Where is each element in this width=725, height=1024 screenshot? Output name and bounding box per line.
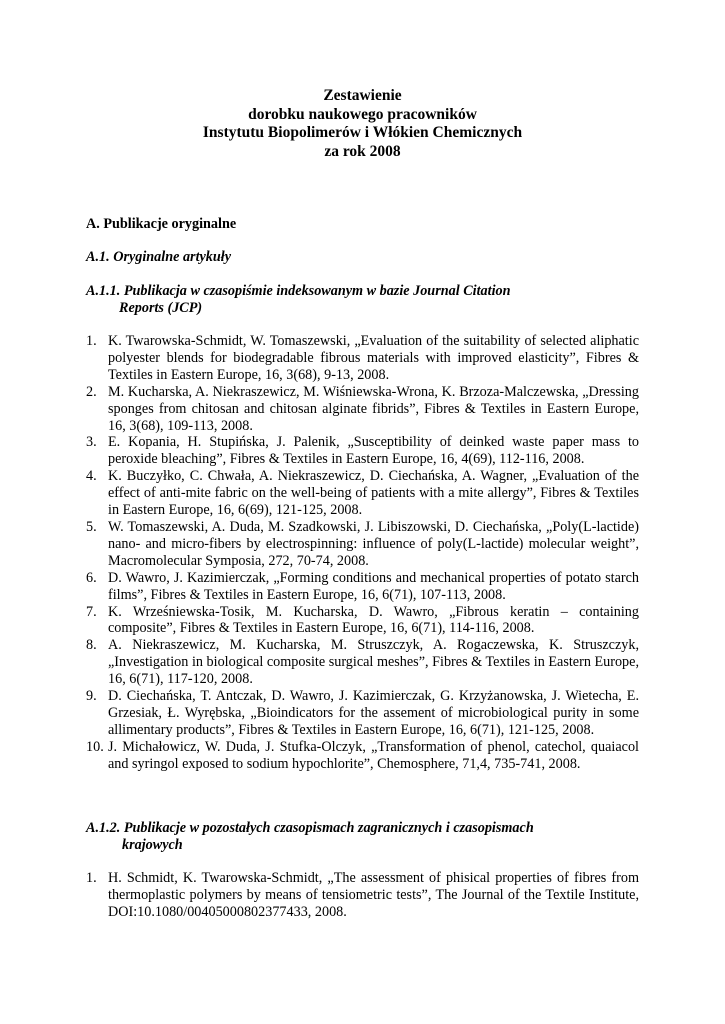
publication-item: [86, 384, 639, 435]
jcr-publication-list: [86, 333, 639, 773]
title-line-4: za rok 2008: [324, 142, 401, 160]
section-heading-a12-line1: A.1.2. Publikacje w pozostałych czasopismach zagranicznych i czasopismach: [86, 820, 534, 836]
publication-number: 4.: [86, 468, 97, 485]
publication-citation: D. Ciechańska, T. Antczak, D. Wawro, J. Kazimierczak, G. Krzyżanowska, J. Wietecha, E. Grzesiak, Ł. Wyrębska, „Bioindicators for the assement of microbiological purity in some allimentary products”, Fibres & Textiles in Eastern Europe, 16, 6(71), 121-125, 2008.: [108, 688, 639, 738]
publication-item: [86, 739, 639, 773]
publication-citation: K. Buczyłko, C. Chwała, A. Niekraszewicz, D. Ciechańska, A. Wagner, „Evaluation of the effect of anti-mite fabric on the well-being of patients with a mite allergy”, Fibres & Textiles in Eastern Europe, 16, 6(69), 121-125, 2008.: [108, 468, 639, 519]
publication-citation: M. Kucharska, A. Niekraszewicz, M. Wiśniewska-Wrona, K. Brzoza-Malczewska, „Dressing sponges from chitosan and chitosan alginate fibrids”, Fibres & Textiles in Eastern Europe, 16, 3(68), 109-113, 2008.: [108, 383, 639, 434]
section-heading-a: A. Publikacje oryginalne: [86, 216, 237, 232]
publication-number: 7.: [86, 603, 97, 620]
publication-number: 9.: [86, 688, 97, 705]
section-heading-a12: [86, 820, 534, 854]
publication-citation: K. Twarowska-Schmidt, W. Tomaszewski, „Evaluation of the suitability of selected aliphatic polyester blends for biodegradable fibrous materials with improved elasticity”, Fibres & Textiles in Eastern Europe, 16, 3(68), 9-13, 2008.: [108, 333, 639, 383]
section-heading-a1: A.1. Oryginalne artykuły: [86, 249, 232, 265]
publication-item: [86, 519, 639, 570]
publication-citation: E. Kopania, H. Stupińska, J. Palenik, „Susceptibility of deinked waste paper mass to peroxide bleaching”, Fibres & Textiles in Eastern Europe, 16, 4(69), 112-116, 2008.: [108, 434, 639, 468]
other-publication-list: [86, 870, 639, 921]
section-heading-a12-line2: krajowych: [122, 836, 183, 853]
publication-citation: A. Niekraszewicz, M. Kucharska, M. Struszczyk, A. Rogaczewska, K. Struszczyk, „Investigation in biological composite surgical meshes”, Fibres & Textiles in Eastern Europe, 16, 6(71), 117-120, 2008.: [108, 637, 639, 688]
document-title: [0, 87, 725, 161]
publication-number: 3.: [86, 434, 97, 451]
publication-number: 6.: [86, 569, 97, 586]
publication-item: [86, 468, 639, 519]
publication-number: 1.: [86, 870, 97, 886]
publication-citation: K. Wrześniewska-Tosik, M. Kucharska, D. Wawro, „Fibrous keratin – containing composite”, Fibres & Textiles in Eastern Europe, 16, 6(71), 114-116, 2008.: [108, 603, 639, 637]
publication-number: 1.: [86, 333, 97, 349]
publication-citation: J. Michałowicz, W. Duda, J. Stufka-Olczyk, „Transformation of phenol, catechol, quaiacol and syringol exposed to sodium hypochlorite”, Chemosphere, 71,4, 735-741, 2008.: [108, 738, 639, 772]
publication-citation: H. Schmidt, K. Twarowska-Schmidt, „The assessment of phisical properties of fibres from thermoplastic polymers by means of tensiometric tests”, The Journal of the Textile Institute, DOI:10.1080/00405000802377433, 2008.: [108, 870, 639, 920]
publication-citation: D. Wawro, J. Kazimierczak, „Forming conditions and mechanical properties of potato starch films”, Fibres & Textiles in Eastern Europe, 16, 6(71), 107-113, 2008.: [108, 569, 639, 603]
title-line-2: dorobku naukowego pracowników: [248, 105, 477, 123]
title-line-1: Zestawienie: [323, 87, 402, 104]
publication-item: [86, 333, 639, 384]
publication-number: 2.: [86, 383, 97, 400]
publication-item: [86, 637, 639, 688]
publication-number: 8.: [86, 637, 97, 654]
title-line-3: Instytutu Biopolimerów i Włókien Chemicznych: [202, 124, 523, 141]
publication-item: [86, 570, 639, 604]
section-heading-a11-line1: A.1.1. Publikacja w czasopiśmie indeksowanym w bazie Journal Citation: [86, 283, 511, 299]
publication-item: [86, 434, 639, 468]
publication-item: [86, 604, 639, 638]
publication-number: 10.: [86, 738, 104, 755]
section-heading-a11: [86, 283, 511, 317]
publication-item: [86, 688, 639, 739]
publication-item: [86, 870, 639, 921]
publication-citation: W. Tomaszewski, A. Duda, M. Szadkowski, J. Libiszowski, D. Ciechańska, „Poly(L-lactide) nano- and micro-fibers by electrospinning: influence of poly(L-lactide) molecular weight”, Macromolecular Symposia, 272, 70-74, 2008.: [108, 518, 639, 569]
publication-number: 5.: [86, 518, 97, 535]
section-heading-a11-line2: Reports (JCP): [119, 299, 203, 316]
